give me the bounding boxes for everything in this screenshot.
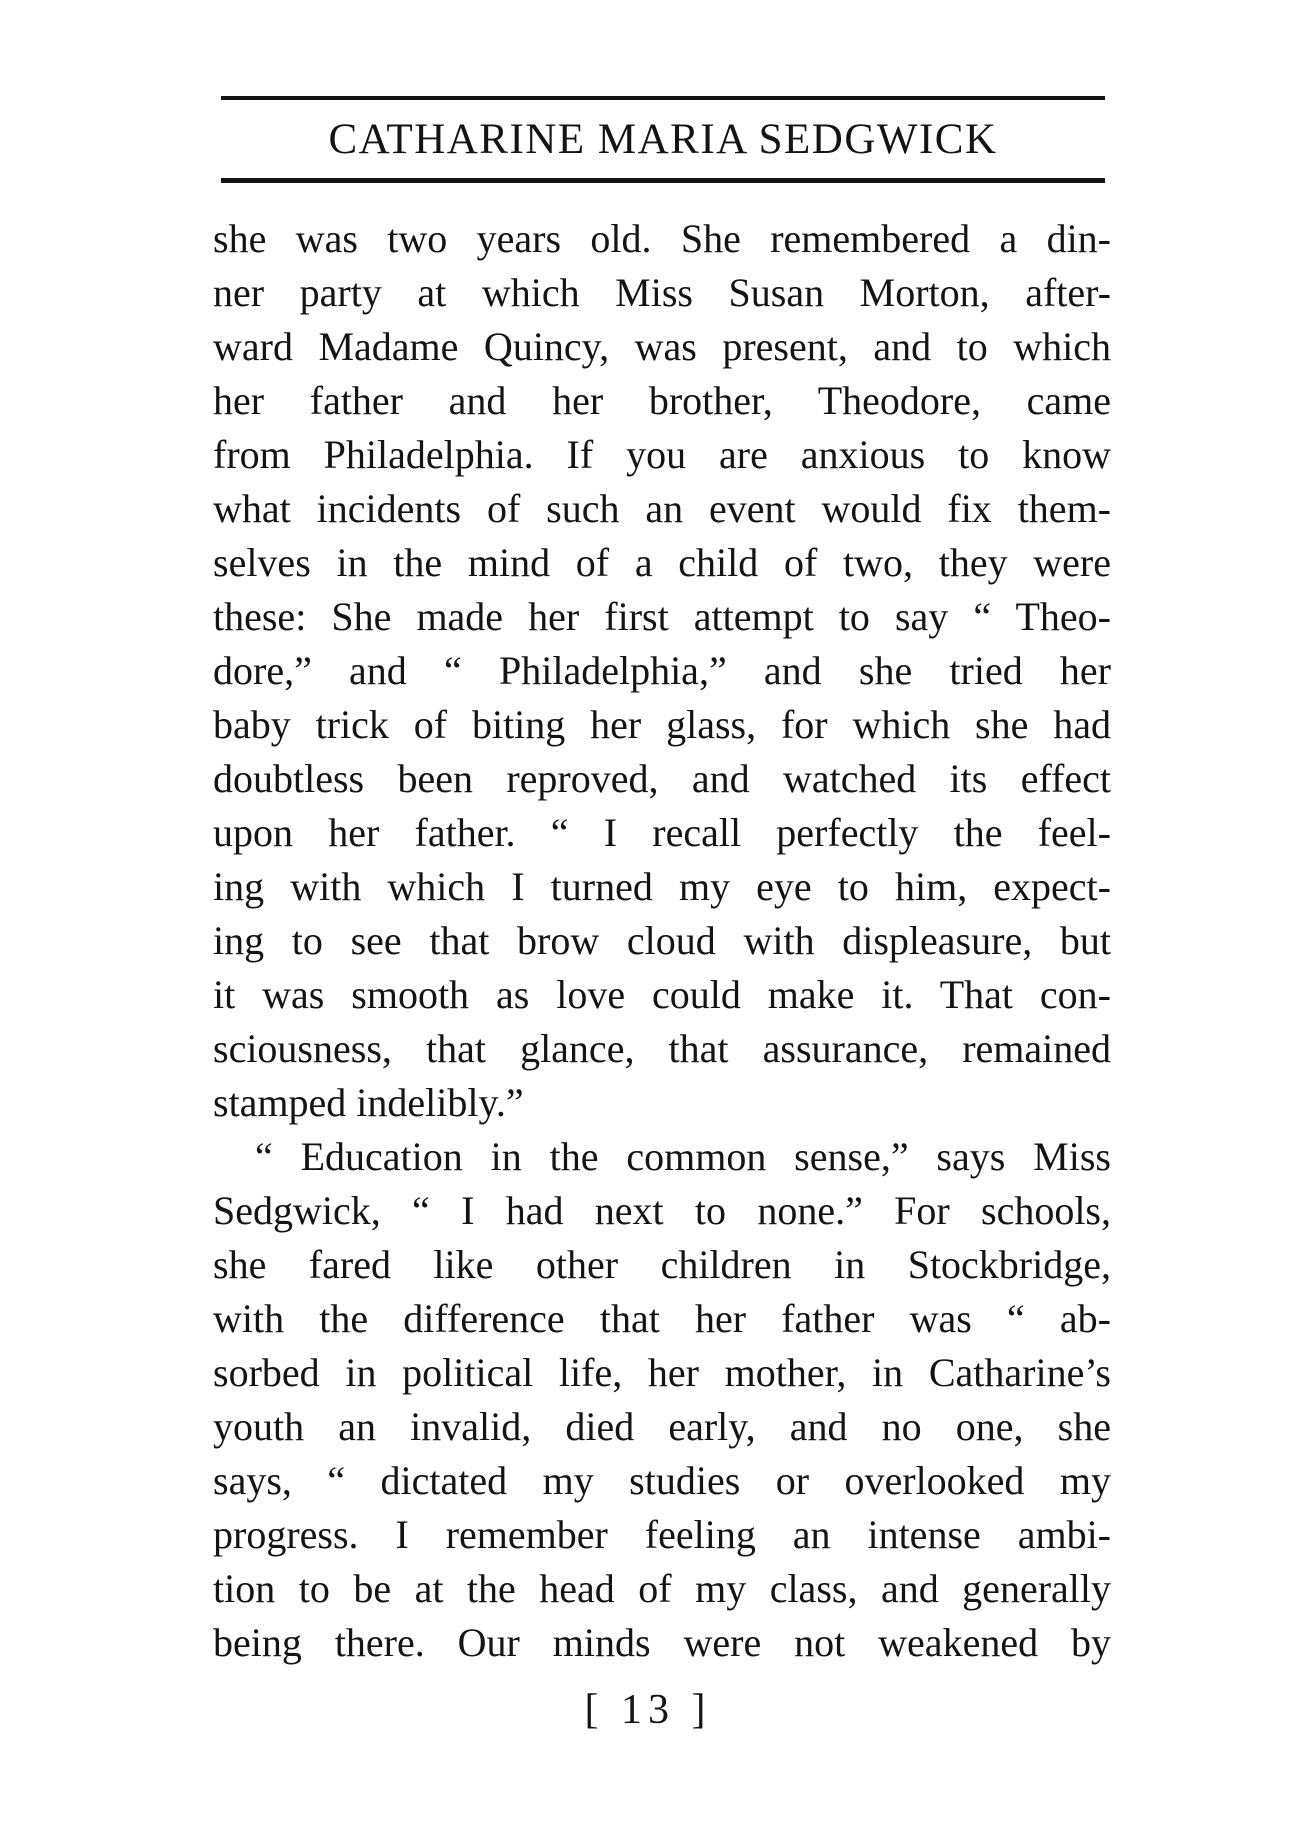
text-line: she fared like other children in Stockbridge, — [213, 1242, 1111, 1287]
text-line: stamped indelibly.” — [213, 1080, 524, 1125]
text-line: Sedgwick, “ I had next to none.” For schools, — [213, 1188, 1111, 1233]
running-head: CATHARINE MARIA SEDGWICK — [328, 116, 998, 163]
text-line: sciousness, that glance, that assurance, remained — [213, 1026, 1111, 1071]
text-line: she was two years old. She remembered a din- — [213, 216, 1111, 261]
text-line: upon her father. “ I recall perfectly the feel- — [213, 810, 1111, 855]
header-rule-top — [221, 96, 1105, 100]
text-line: what incidents of such an event would fix them- — [213, 486, 1111, 531]
text-line: ing to see that brow cloud with displeasure, but — [213, 918, 1111, 963]
text-line: progress. I remember feeling an intense ambi- — [213, 1512, 1111, 1557]
body-text — [213, 212, 1111, 1724]
text-line: says, “ dictated my studies or overlooked my — [213, 1458, 1111, 1503]
text-line: sorbed in political life, her mother, in Catharine’s — [213, 1350, 1111, 1395]
text-line: doubtless been reproved, and watched its effect — [213, 756, 1111, 801]
text-line: baby trick of biting her glass, for which she had — [213, 702, 1111, 747]
text-line: these: She made her first attempt to say “ Theo- — [213, 594, 1111, 639]
text-line: youth an invalid, died early, and no one, she — [213, 1404, 1111, 1449]
text-line: with the difference that her father was “ ab- — [213, 1296, 1111, 1341]
text-line: it was smooth as love could make it. That con- — [213, 972, 1111, 1017]
text-line: tion to be at the head of my class, and generally — [213, 1566, 1111, 1611]
text-line: selves in the mind of a child of two, they were — [213, 540, 1111, 585]
text-line: “ Education in the common sense,” says Miss — [255, 1134, 1111, 1179]
page-number: [ 13 ] — [584, 1687, 712, 1733]
text-line: ward Madame Quincy, was present, and to which — [213, 324, 1111, 369]
text-line: ing with which I turned my eye to him, expect- — [213, 864, 1111, 909]
text-line: ner party at which Miss Susan Morton, after- — [213, 270, 1111, 315]
text-line: dore,” and “ Philadelphia,” and she tried her — [213, 648, 1111, 693]
text-line: being there. Our minds were not weakened by — [213, 1620, 1111, 1665]
text-line: her father and her brother, Theodore, came — [213, 378, 1111, 423]
header-rule-bottom — [221, 178, 1105, 183]
text-line: from Philadelphia. If you are anxious to know — [213, 432, 1111, 477]
